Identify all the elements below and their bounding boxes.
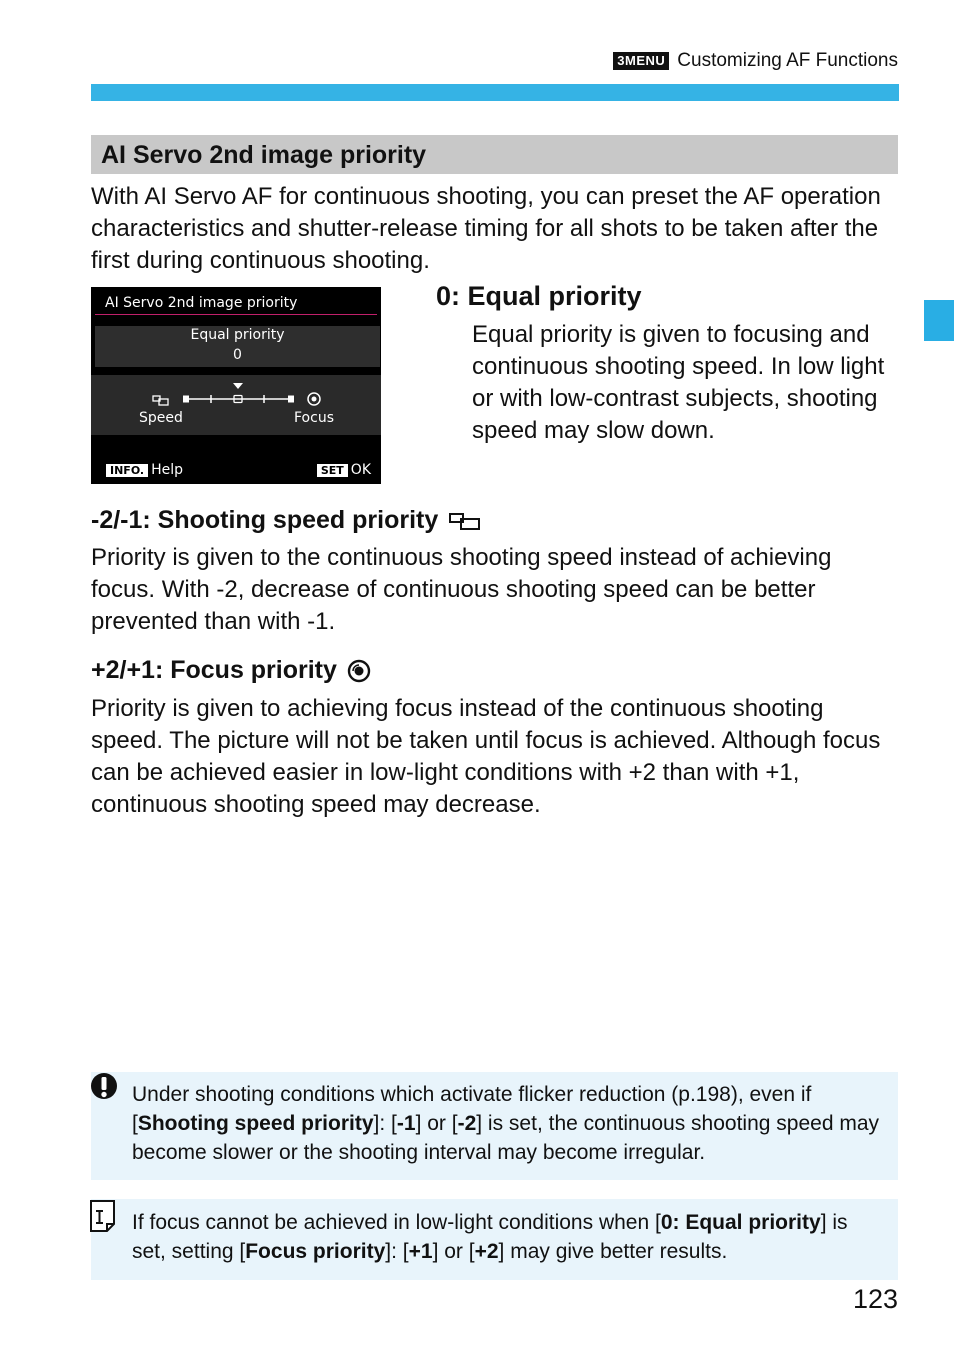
caution-note [91,1072,898,1180]
screen-setting-value: 0 [233,347,242,363]
set-button-badge: SET [317,464,348,477]
screen-setting-box [95,326,380,367]
info-label: Help [151,462,184,478]
equal-priority-heading: 0: Equal priority [436,281,642,311]
focus-icon [308,393,320,405]
chapter-side-tab [924,300,954,341]
caution-text: Under shooting conditions which activate flicker reduction (p.198), even if [Shooting speed priority]: [-1] or [-2] is set, the continuous shooting speed may become slower or the shooting interval may become irregular. [132,1083,880,1164]
screen-help-hint [106,462,183,478]
menu-tab-badge [613,52,669,70]
section-title-bar [91,135,898,174]
header-accent-bar [91,84,899,101]
speed-priority-heading [91,506,482,535]
menu-tab-number: 3 [617,53,626,68]
focus-priority-title: +2/+1: Focus priority [91,656,337,684]
info-button-badge: INFO. [106,464,148,477]
focus-icon [347,659,371,683]
header-title: Customizing AF Functions [677,50,898,71]
memo-text: If focus cannot be achieved in low-light conditions when [0: Equal priority] is set, setting [Focus priority]: [+1] or [+2] may give better results. [132,1211,848,1263]
caution-icon [89,1072,121,1104]
memo-icon [89,1199,119,1233]
screen-label-speed: Speed [139,410,183,426]
equal-priority-body: Equal priority is given to focusing and continuous shooting speed. In low light or with low-contrast subjects, shooting speed may slow down. [472,321,885,444]
set-label: OK [350,462,371,478]
memo-note [91,1199,898,1280]
screen-label-focus: Focus [294,410,334,426]
speed-icon [153,396,168,405]
speed-icon [448,511,482,531]
page-number: 123 [852,1284,898,1314]
priority-slider [91,375,381,435]
running-header [613,50,898,72]
screen-title: AI Servo 2nd image priority [105,295,298,311]
slider-end-left [183,396,189,403]
camera-menu-screen [91,287,381,484]
menu-badge-label: MENU [625,53,666,68]
speed-priority-body: Priority is given to the continuous shooting speed instead of achieving focus. With -2, decrease of continuous shooting speed can be better prevented than with -1. [91,544,832,635]
screen-title-underline [95,314,377,315]
focus-priority-heading [91,656,371,685]
speed-priority-title: -2/-1: Shooting speed priority [91,506,439,534]
screen-setting-name: Equal priority [190,327,285,343]
screen-slider-panel [91,375,381,435]
screen-ok-hint [317,462,371,478]
section-intro: With AI Servo AF for continuous shooting, you can preset the AF operation characteristics and shutter-release timing for all shots to be taken after the first during continuous shooting. [91,183,881,274]
slider-end-right [288,396,294,403]
focus-priority-body: Priority is given to achieving focus instead of the continuous shooting speed. The picture will not be taken until focus is achieved. Although focus can be achieved easier in low-light conditions with +2 than with +1, continuous shooting speed may decrease. [91,695,881,818]
screen-footer [91,457,381,484]
section-title: AI Servo 2nd image priority [101,141,427,169]
slider-pointer [233,383,243,389]
